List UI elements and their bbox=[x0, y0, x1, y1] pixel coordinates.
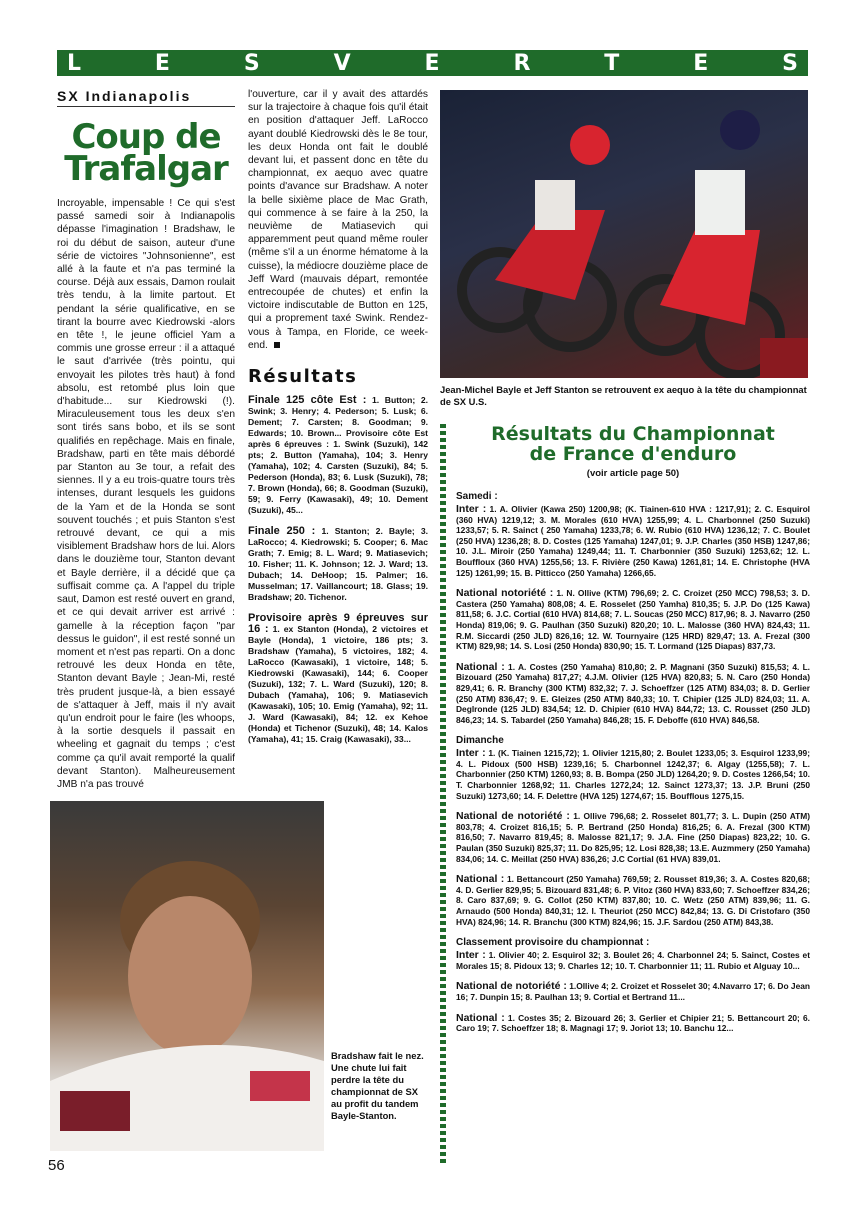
enduro-results-box bbox=[440, 424, 810, 1164]
chain-border bbox=[440, 424, 446, 1164]
end-of-article-mark bbox=[274, 342, 280, 348]
category-text: 1. A. Costes (250 Yamaha) 810,80; 2. P. Magnani (350 Suzuki) 815,53; 4. L. Bizouard (250 Yamaha) 817,27; 4.J.M. Olivier (125 HVA) 820,83; 5. N. Caro (250 Honda) 829,41; 6. R. Branchy (300 KTM) 832,32; 7. J. Schoeffzer (125 ATM) 834,03; 8. D. Gerlier (250 ATM) 836,47; 9. E. Gleizes (250 ATM) 840,33; 10. T. Chipier (125 JLD) 824,03; 11. A. Deglronde (125 JLD) 834,54; 12. D. Chipier (610 HVA) 844,72; 13. C. Rousset (250 JLD) 846,23; 14. S. Tabardel (250 Yamaha) 846,28; 15. F. Deboffe (610 HVA) 846,58. bbox=[456, 661, 811, 725]
enduro-result-block bbox=[456, 588, 810, 652]
enduro-result-block bbox=[456, 504, 810, 578]
article-column-2 bbox=[248, 88, 428, 755]
results-block bbox=[248, 526, 428, 603]
banner-letter: L bbox=[67, 50, 82, 76]
enduro-title-line-1: Résultats du Championnat bbox=[491, 423, 775, 445]
article-kicker: SX Indianapolis bbox=[57, 88, 235, 107]
category-text: 1. (K. Tiainen 1215,72); 1. Olivier 1215,80; 2. Boulet 1233,05; 3. Esquirol 1233,99; 4. L. Pidoux (500 HSB) 1239,16; 5. Charbonnel 1242,37; 6. Algay (1255,58); 7. L. Charbonnier (250 KTM) 1260,93; 8. B. Bompa (250 JLD) 1264,20; 9. D. Costes 1266,54; 10. T. Charbonnier 1268,92; 11. Charles 1272,24; 12. Sainct 1273,37; 13. J.P. Bruni (250 Suzuki) 1273,60; 14. F. Delettre (HVA 125) 1274,67; 15. Boufflous 1275,15. bbox=[456, 748, 811, 801]
bradshaw-portrait-photo bbox=[50, 801, 324, 1151]
day-heading-dimanche: Dimanche bbox=[456, 735, 504, 747]
results-heading: Provisoire après 9 épreuves sur 16 : bbox=[248, 612, 428, 636]
category-heading: National : bbox=[456, 873, 505, 886]
category-heading: National notoriété : bbox=[456, 587, 554, 600]
enduro-result-block bbox=[456, 662, 810, 726]
provisional-standings-heading: Classement provisoire du championnat : bbox=[456, 937, 650, 949]
headline-line-1: Coup de bbox=[71, 117, 221, 157]
portrait-illustration bbox=[50, 801, 324, 1151]
section-banner bbox=[57, 50, 808, 76]
page-number: 56 bbox=[48, 1157, 65, 1174]
enduro-result-block bbox=[456, 981, 810, 1002]
category-heading: Inter : bbox=[456, 503, 487, 515]
results-text: 1. Stanton; 2. Bayle; 3. LaRocco; 4. Kiedrowski; 5. Cooper; 6. Mac Grath; 7. Emig; 8. L. Ward; 9. Matiasevich; 10. Fisher; 11. K. Johnson; 12. J. Ward; 13. Dubach; 14. DeHoop; 15. Palmer; 16. Musselman; 17. Vaillancourt; 18. Glass; 19. Bradshaw; 20. Tichenor. bbox=[248, 526, 428, 603]
supercross-riders-photo bbox=[440, 90, 808, 378]
banner-letter: S bbox=[243, 50, 260, 76]
banner-letter: E bbox=[693, 50, 709, 76]
article-body-text: l'ouverture, car il y avait des attardés sur la trajectoire à chaque fois qu'il était en position d'attaquer Jeff. LaRocco ayant doublé Kiedrowski dès le 8e tour, les deux Honda ont fait le doublé devant lui, et passent donc en tête du championnat, ex aequo avec quatre points d'avance sur Bradshaw. A noter la belle sixième place de Mac Grath, qui commence à se faire à la 250, la neuvième de Matiasevich qui apparemment peut quand même rouler (même s'il a un énorme hématome à la cuisse), la médiocre douzième place de Jeff Ward (mauvais départ, remontée entrecoupée de chutes) et enfin la victoire indiscutable de Button en 125, qui a proprement taxé Swink. Rendez-vous à Tampa, en Floride, ce week-end. bbox=[248, 89, 428, 351]
category-text: 1. Bettancourt (250 Yamaha) 769,59; 2. Rousset 819,36; 3. A. Costes 820,68; 4. D. Gerlier 829,95; 5. Bizouard 831,48; 6. P. Vitoz (360 HVA) 833,60; 7. Schoeffzer 834,26; 8. Caro 837,69; 9. G. Collot (250 KTM) 837,80; 10. C. Wetz (250 ATM) 839,96; 11. G. Arnaudo (500 Honda) 840,31; 12. I. Theuriot (250 MCC) 842,84; 13. G. Di Cristofaro (350 HVA) 824,96; 14. R. Branchu (300 KTM) 824,96; 15. J.F. Sardou (250 ATM) 843,38. bbox=[456, 874, 810, 927]
banner-letter: E bbox=[424, 50, 440, 76]
photo-caption: Bradshaw fait le nez. Une chute lui fait perdre la tête du championnat de SX au profit du tandem Bayle-Stanton. bbox=[331, 1050, 424, 1121]
article-body-part-2 bbox=[248, 88, 428, 352]
article-body-part-1: Incroyable, impensable ! Ce qui s'est passé samedi soir à Indianapolis dépasse l'imagination ! Bradshaw, le roi du début de saison, auteur d'une série de victoires "Johnsonienne", est allé à la faute et n'a pas terminé la course. Déjà aux essais, Damon roulait très tendu, à la limite partout. Et pendant la série qualificative, en se tirant la bourre avec Kiedrowski -alors en tête !, le jeune officiel Yam a commis une grosse erreur : il a attaqué le saut d'arrivée (très pointu, qui envoyait les pilotes très haut) à fond absolu, est retombé plus loin que d'habitude... sur Kiedrowski (!). Miraculeusement tous les deux s'en sont tirés sans bobo, et ils se sont qualifiés en repêchage. Mais en finale, Bradshaw, parti en tête mais débordé par Stanton au 3e tour, a refait des siennes. Il y a eu trois-quatre tours très intenses, durant lesquels les guidons de la Yam et de la Honda se sont souvent touchés ; et puis Stanton s'est retrouvé devant, ce qui a mis visiblement Bradshaw hors de lui. Alors dans le douzième tour, Stanton devant et Bayle derrière, il a décidé que ça suffisait comme ça. A l'appel du triple saut, Damon est resté ouvert en grand, et ce qui devait arriver est arrivé : gamelle à la réception façon "par dessus le guidon", il est resté sonné un moment et n'est pas reparti. On a donc retrouvé les deux Honda en tête, Stanton devant Bayle ; Jean-Mi, resté très prudent jusque-là, a bien essayé de s'attaquer à Jeff, mais il n'y avait qu'un endroit pour le faire (les whoops, à la sortie desquels il passait en wheeling et gagnait du temps ; c'est comme ça qu'il avait remporté la qualif devant Stanton). Malheureusement JMB n'a pas trouvé bbox=[57, 198, 235, 790]
enduro-result-block bbox=[456, 748, 810, 801]
category-text: 1. Costes 35; 2. Bizouard 26; 3. Gerlier et Chipier 21; 5. Bettancourt 20; 6. Caro 19; 7. Schoeffzer 18; 8. Magnagi 17; 9. Joriot 13; 10. Banchu 12... bbox=[456, 1012, 810, 1034]
riders-illustration bbox=[440, 90, 808, 378]
day-heading-samedi: Samedi : bbox=[456, 491, 498, 502]
enduro-result-block bbox=[456, 874, 810, 927]
results-text: 1. Button; 2. Swink; 3. Henry; 4. Pederson; 5. Lusk; 6. Dement; 7. Carsten; 8. Goodman; 9. Edwards; 10. Brown... Provisoire côte Est après 6 épreuves : 1. Swink (Suzuki), 142 pts; 2. Button (Yamaha), 104; 3. Henry (Yamaha), 102; 4. Carsten (Suzuki), 84; 5. Pederson (Honda), 83; 6. Lusk (Suzuki), 78; 7. Brown (Honda), 66; 8. Goodman (Suzuki), 59; 9. Ferry (Kawasaki), 49; 10. Dement (Suzuki), 45... bbox=[248, 395, 429, 516]
banner-letter: E bbox=[154, 50, 170, 76]
enduro-title-line-2: de France d'enduro bbox=[529, 443, 737, 465]
category-heading: Inter : bbox=[456, 949, 486, 962]
category-text: 1. Olivier 40; 2. Esquirol 32; 3. Boulet 26; 4. Charbonnel 24; 5. Sainct, Costes et Morales 15; 8. Pidoux 13; 9. Charles 12; 10. T. Charbonnier 11; 11. Rubio et Alguay 10... bbox=[456, 950, 811, 971]
banner-letter: T bbox=[604, 50, 620, 76]
photo-caption: Jean-Michel Bayle et Jeff Stanton se retrouvent ex aequo à la tête du championnat de SX U.S. bbox=[440, 384, 807, 407]
category-text: 1.Ollive 4; 2. Croizet et Rosselet 30; 4.Navarro 17; 6. Do Jean 16; 7. Dunpin 15; 8. Paulhan 13; 9. Cortial et Bertrand 11... bbox=[456, 981, 810, 1002]
results-block bbox=[248, 613, 428, 745]
results-heading: Finale 125 côte Est : bbox=[248, 394, 367, 407]
banner-letter: R bbox=[513, 50, 531, 76]
banner-letter: S bbox=[782, 50, 798, 76]
category-heading: National : bbox=[456, 660, 505, 673]
enduro-subtitle: (voir article page 50) bbox=[586, 468, 680, 479]
category-text: 1. Ollive 796,68; 2. Rosselet 801,77; 3. L. Dupin (250 ATM) 803,78; 4. Croizet 816,15; 5. P. Bertrand (250 Honda) 816,25; 6. A. Frezal (300 KTM) 816,50; 7. Navarro 819,45; 8. Malosse 821,17; 9. J.A. Fine (250 Diapas) 823,22; 10. G. Paulan (350 Suzuki) 825,37; 11. Do 825,95; 12. Losi 828,38; 13.E. Auzmmery (250 Yamaha) 834,06; 14. C. Meillat (250 HVA) 836,26; J.C Cortial (61 HVA) 839,01. bbox=[456, 811, 810, 864]
category-heading: National : bbox=[456, 1011, 505, 1024]
article-headline bbox=[57, 117, 235, 189]
article-column-1 bbox=[57, 88, 235, 791]
category-text: 1. N. Ollive (KTM) 796,69; 2. C. Croizet (250 MCC) 798,53; 3. D. Castera (250 Yamaha) 808,08; 4. E. Rosselet (250 Yamha) 810,35; 5. J.P. Do (125 Kawa) 811,58; 6. J.C. Cortial (610 HVA) 814,68; 7. L. Soucas (250 MCC) 817,96; 8. J. Navarro (250 Honda) 819,06; 9. G. Paulhan (350 Suzuki) 820,20; 10. L. Malosse (360 HVA) 824,43; 11. R.M. Siccardi (250 JLD) 826,16; 12. W. Tournyaire (125 HRD) 829,47; 13. A. Frezal (300 KTM) 829,98; 14. S. Losi (250 Honda) 830,90; 15. T. Lormand (125 Diapas) 837,73. bbox=[456, 588, 811, 652]
results-block bbox=[248, 395, 428, 516]
results-title: Résultats bbox=[248, 366, 358, 388]
enduro-result-block bbox=[456, 950, 810, 971]
enduro-result-block bbox=[456, 1013, 810, 1034]
category-heading: National de notoriété : bbox=[456, 810, 570, 823]
headline-line-2: Trafalgar bbox=[64, 149, 228, 189]
enduro-result-block bbox=[456, 811, 810, 864]
enduro-title bbox=[456, 424, 810, 464]
category-text: 1. A. Olivier (Kawa 250) 1200,98; (K. Tiainen-610 HVA : 1217,91); 2. C. Esquirol (360 HVA) 1219,12; 3. M. Morales (610 HVA) 1255,99; 4. L. Charbonnel (250 Suzuki) 1233,57; 5. R. Sainct ( 250 Yamaha) 1233,78; 6. W. Rubio (610 HVA) 1236,12; 7. C. Boulet (250 HVA) 1236,28; 8. D. Costes (125 Yamaha) 1247,01; 9. J.P. Charles (350 HSB) 1247,86; 10. J.L. Miroir (250 Yamaha) 1249,44; 11. T. Charbonnier (350 Suzuki) 1253,62; 12. L. Bouffloux (360 HVA) 1255,56; 13. F. Rivière (250 Kawa) 1261,81; 14. E. Christophe (HVA 125) 1261,99; 15. B. Pitticco (250 Yamaha) 1266,65. bbox=[456, 504, 811, 578]
category-heading: National de notoriété : bbox=[456, 980, 567, 993]
results-text: 1. ex Stanton (Honda), 2 victoires et Bayle (Honda), 1 victoire, 186 pts; 3. Bradshaw (Yamaha), 5 victoires, 182; 4. LaRocco (Kawasaki), 1 victoire, 148; 5. Kiedrowski (Kawasaki), 144; 6. Cooper (Suzuki), 132; 7. L. Ward (Suzuki), 120; 8. Dubach (Yamaha), 106; 9. Matiasevich (Kawasaki), 105; 10. Emig (Yamaha), 92; 11. J. Ward (Kawasaki), 84; 12. ex Kehoe (Honda) et Tichenor (Suzuki), 48; 14. Kalos (Yamaha), 41; 15. Craig (Kawasaki), 33... bbox=[248, 624, 428, 745]
category-heading: Inter : bbox=[456, 747, 486, 760]
banner-letter: V bbox=[333, 50, 351, 76]
results-heading: Finale 250 : bbox=[248, 525, 316, 538]
